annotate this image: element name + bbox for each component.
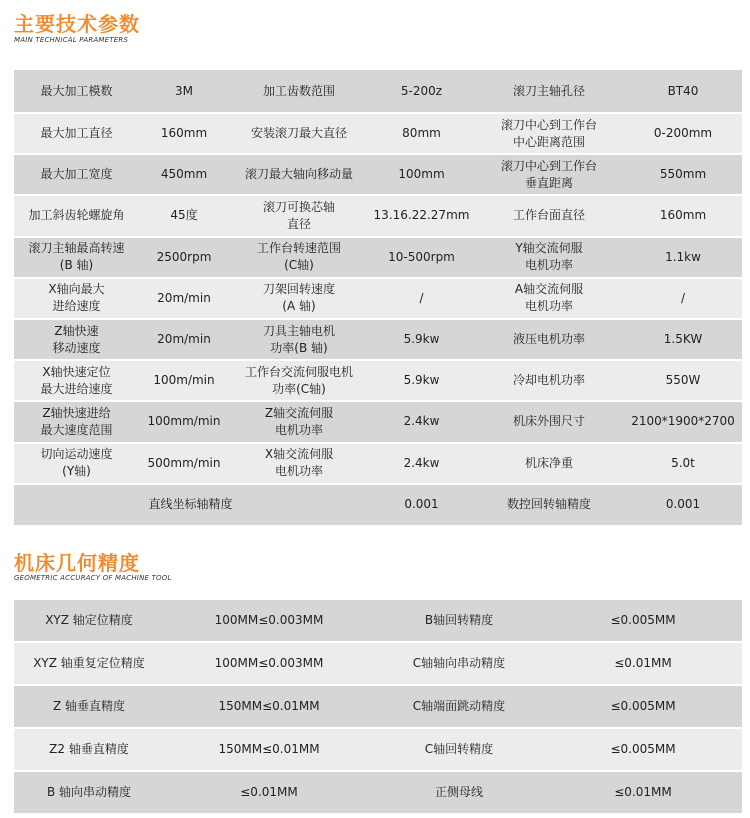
param-label: 安装滚刀最大直径 bbox=[229, 114, 369, 153]
param-label: 加工斜齿轮螺旋角 bbox=[14, 196, 139, 235]
table-row bbox=[14, 361, 742, 400]
param-label: X轴向最大 进给速度 bbox=[14, 279, 139, 318]
param-label: X轴快速定位 最大进给速度 bbox=[14, 361, 139, 400]
table-row bbox=[14, 238, 742, 277]
accuracy-label: C轴轴向串动精度 bbox=[374, 643, 544, 684]
accuracy-value: ≤0.005MM bbox=[544, 729, 742, 770]
accuracy-value: 100MM≤0.003MM bbox=[164, 643, 374, 684]
param-value: 5.0t bbox=[624, 444, 742, 483]
param-value: 550W bbox=[624, 361, 742, 400]
accuracy-label: 正侧母线 bbox=[374, 772, 544, 813]
param-label: 刀具主轴电机 功率(B 轴) bbox=[229, 320, 369, 359]
table-row bbox=[14, 114, 742, 153]
accuracy-value: 150MM≤0.01MM bbox=[164, 729, 374, 770]
param-value: 10-500rpm bbox=[369, 238, 474, 277]
param-value: 1.1kw bbox=[624, 238, 742, 277]
param-label: 工作台转速范围 (C轴) bbox=[229, 238, 369, 277]
accuracy-label: B轴回转精度 bbox=[374, 600, 544, 641]
geometric-accuracy-table bbox=[14, 598, 742, 815]
param-value: 100m/min bbox=[139, 361, 229, 400]
param-value: 5.9kw bbox=[369, 361, 474, 400]
param-value: 0.001 bbox=[624, 485, 742, 525]
param-label: 加工齿数范围 bbox=[229, 70, 369, 112]
param-label: X轴交流伺服 电机功率 bbox=[229, 444, 369, 483]
section-subtitle-main-parameters: MAIN TECHNICAL PARAMETERS bbox=[14, 36, 129, 44]
accuracy-value: ≤0.01MM bbox=[544, 643, 742, 684]
accuracy-value: ≤0.01MM bbox=[164, 772, 374, 813]
table-row bbox=[14, 70, 742, 112]
accuracy-label: C轴端面跳动精度 bbox=[374, 686, 544, 727]
param-label: 滚刀主轴最高转速 (B 轴) bbox=[14, 238, 139, 277]
param-label: 工作台交流伺服电机 功率(C轴) bbox=[229, 361, 369, 400]
section-subtitle-geometric-accuracy: GEOMETRIC ACCURACY OF MACHINE TOOL bbox=[14, 574, 172, 582]
param-value: 20m/min bbox=[139, 320, 229, 359]
main-parameters-table bbox=[14, 68, 742, 527]
param-label: 机床净重 bbox=[474, 444, 624, 483]
param-value: 13.16.22.27mm bbox=[369, 196, 474, 235]
param-label: A轴交流伺服 电机功率 bbox=[474, 279, 624, 318]
accuracy-label: B 轴向串动精度 bbox=[14, 772, 164, 813]
param-label: 滚刀主轴孔径 bbox=[474, 70, 624, 112]
param-value: 2100*1900*2700 bbox=[624, 402, 742, 441]
param-value: 100mm/min bbox=[139, 402, 229, 441]
accuracy-value: 100MM≤0.003MM bbox=[164, 600, 374, 641]
table-row bbox=[14, 279, 742, 318]
table-row bbox=[14, 320, 742, 359]
table-row bbox=[14, 643, 742, 684]
table-row bbox=[14, 686, 742, 727]
accuracy-label: Z 轴垂直精度 bbox=[14, 686, 164, 727]
param-label: 最大加工宽度 bbox=[14, 155, 139, 194]
param-label: Z轴交流伺服 电机功率 bbox=[229, 402, 369, 441]
table-row bbox=[14, 600, 742, 641]
param-value: 0.001 bbox=[369, 485, 474, 525]
param-label: 最大加工直径 bbox=[14, 114, 139, 153]
param-value: 5-200z bbox=[369, 70, 474, 112]
param-value: 3M bbox=[139, 70, 229, 112]
table-row bbox=[14, 485, 742, 525]
param-value: 20m/min bbox=[139, 279, 229, 318]
table-row bbox=[14, 729, 742, 770]
param-value: 2500rpm bbox=[139, 238, 229, 277]
param-label: 最大加工模数 bbox=[14, 70, 139, 112]
section-title-geometric-accuracy: 机床几何精度 bbox=[14, 551, 140, 575]
param-label: 机床外围尺寸 bbox=[474, 402, 624, 441]
param-label: 数控回转轴精度 bbox=[474, 485, 624, 525]
param-label: 工作台面直径 bbox=[474, 196, 624, 235]
param-value: 160mm bbox=[624, 196, 742, 235]
param-value: 550mm bbox=[624, 155, 742, 194]
table-row bbox=[14, 444, 742, 483]
param-label: 滚刀中心到工作台 中心距离范围 bbox=[474, 114, 624, 153]
param-label: 冷却电机功率 bbox=[474, 361, 624, 400]
param-label: 滚刀可换芯轴 直径 bbox=[229, 196, 369, 235]
accuracy-value: ≤0.005MM bbox=[544, 600, 742, 641]
param-value: 2.4kw bbox=[369, 444, 474, 483]
table-row bbox=[14, 196, 742, 235]
accuracy-label: XYZ 轴重复定位精度 bbox=[14, 643, 164, 684]
param-value: 45度 bbox=[139, 196, 229, 235]
accuracy-value: 150MM≤0.01MM bbox=[164, 686, 374, 727]
accuracy-value: ≤0.005MM bbox=[544, 686, 742, 727]
param-label: 滚刀中心到工作台 垂直距离 bbox=[474, 155, 624, 194]
table-row bbox=[14, 402, 742, 441]
param-value: 450mm bbox=[139, 155, 229, 194]
param-label: 切向运动速度 (Y轴) bbox=[14, 444, 139, 483]
param-label: 直线坐标轴精度 bbox=[14, 485, 369, 525]
param-value: / bbox=[624, 279, 742, 318]
table-row bbox=[14, 155, 742, 194]
param-value: 2.4kw bbox=[369, 402, 474, 441]
param-label: Y轴交流伺服 电机功率 bbox=[474, 238, 624, 277]
param-value: 0-200mm bbox=[624, 114, 742, 153]
param-label: Z轴快速进给 最大速度范围 bbox=[14, 402, 139, 441]
param-value: 100mm bbox=[369, 155, 474, 194]
param-value: / bbox=[369, 279, 474, 318]
accuracy-value: ≤0.01MM bbox=[544, 772, 742, 813]
param-label: Z轴快速 移动速度 bbox=[14, 320, 139, 359]
param-value: 500mm/min bbox=[139, 444, 229, 483]
section-title-main-parameters: 主要技术参数 bbox=[14, 12, 140, 36]
param-label: 刀架回转速度 (A 轴) bbox=[229, 279, 369, 318]
accuracy-label: Z2 轴垂直精度 bbox=[14, 729, 164, 770]
param-value: 5.9kw bbox=[369, 320, 474, 359]
param-value: 160mm bbox=[139, 114, 229, 153]
table-row bbox=[14, 772, 742, 813]
param-value: 1.5KW bbox=[624, 320, 742, 359]
param-label: 液压电机功率 bbox=[474, 320, 624, 359]
param-value: 80mm bbox=[369, 114, 474, 153]
param-label: 滚刀最大轴向移动量 bbox=[229, 155, 369, 194]
accuracy-label: C轴回转精度 bbox=[374, 729, 544, 770]
param-value: BT40 bbox=[624, 70, 742, 112]
accuracy-label: XYZ 轴定位精度 bbox=[14, 600, 164, 641]
